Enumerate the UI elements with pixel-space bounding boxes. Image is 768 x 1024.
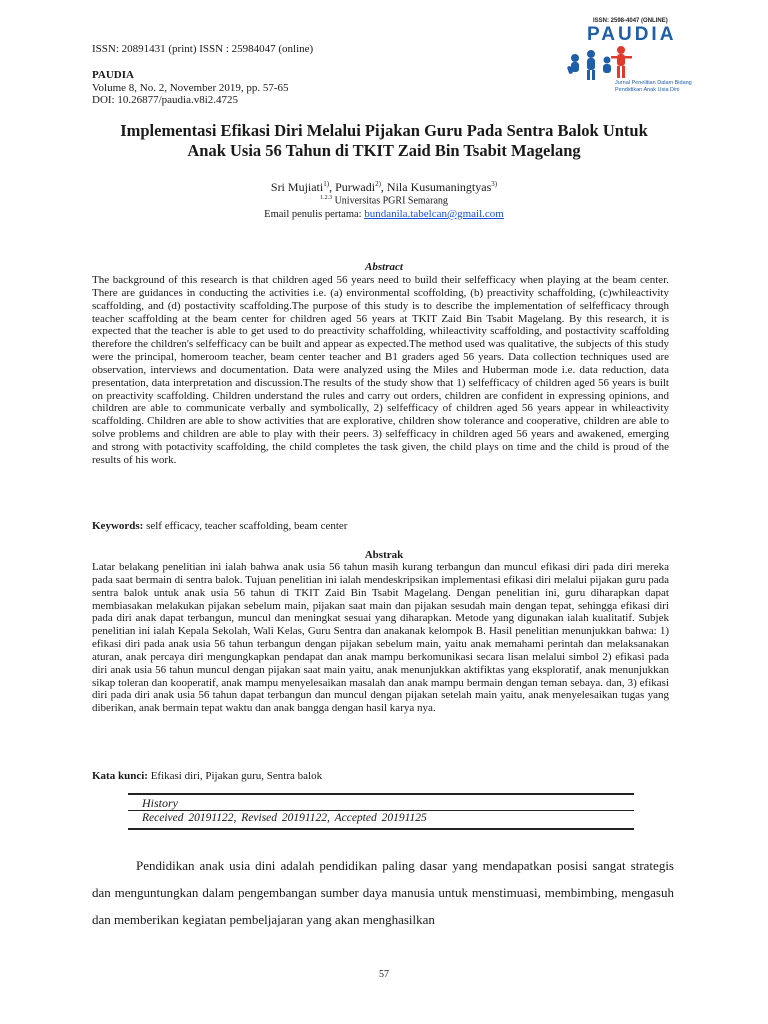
body-paragraph: Pendidikan anak usia dini adalah pendidikan paling dasar yang mendapatkan posisi sangat strategis dan menguntungkan dalam pengembangan sumber daya manusia untuk menstimuasi, membimbing, mengasuh dan memberikan kegiatan pembeljajaran yang akan menghasilkan <box>92 858 674 927</box>
author-1: Sri Mujiati <box>270 180 324 194</box>
logo-issn: ISSN: 2598-4047 (ONLINE) <box>593 18 668 24</box>
issn-line: ISSN: 20891431 (print) ISSN : 25984047 (online) <box>92 43 314 55</box>
paper-title: Implementasi Efikasi Diri Melalui Pijakan Guru Pada Sentra Balok Untuk Anak Usia 56 Tahun di TKIT Zaid Bin Tsabit Magelang <box>120 121 648 160</box>
history-rule-bottom <box>128 828 634 830</box>
author-2: , Purwadi <box>329 180 376 194</box>
abstract-heading: Abstract <box>365 261 403 273</box>
author-3: , Nila Kusumaningtyas <box>380 180 492 194</box>
history-dates: Received 20191122, Revised 20191122, Accepted 20191125 <box>142 812 427 824</box>
journal-name: PAUDIA <box>92 69 134 81</box>
doi-line: DOI: 10.26877/paudia.v8i2.4725 <box>92 94 239 106</box>
email-link[interactable]: bundanila.tabelcan@gmail.com <box>364 208 504 220</box>
affiliation: $^{1.2.3}$ Universitas PGRI Semarang <box>320 195 448 207</box>
page-number: 57 <box>379 969 389 980</box>
history-title: History <box>142 796 178 810</box>
volume-info: Volume 8, No. 2, November 2019, pp. 57-65 <box>92 82 289 94</box>
abstract-indonesian: Latar belakang penelitian ini ialah bahwa anak usia 56 tahun masih kurang terbangun dan muncul efikasi diri pada diri mereka pada saat bermain di sentra balok. Tujuan penelitian ini ialah mendeskripsikan implementasi efikasi diri melalui pijakan guru pada sentra balok untuk anak usia 56 tahun di TKIT Zaid Bin Tsabit Magelang. Dengan penelitian ini, guru diharapkan dapat membiasakan melakukan pijakan sebelum main, pijakan saat main dan pijakan sesudah main dengan tepat, sehingga efikasi diri pada diri anak dapat terbangun, muncul dan meningkat sesuai yang diharapkan. Metode yang digunakan ialah kualitatif. Subjek penelitian ini ialah Kepala Sekolah, Wali Kelas, Guru Sentra dan anakanak kelompok B. Hasil penelitian menunjukkan bahwa: 1) efikasi diri pada anak usia 56 tahun terbangun dengan pijakan sebelum main, yaitu anak memahami perintah dan melaksanakan aturan, anak percaya diri mengungkapkan pendapat dan anak mampu berkomunikasi secara lisan melalui simbol 2) efikasi pada diri anak usia 56 tahun muncul dengan pijakan saat main yaitu, anak menunjukkan aktifiktas yang eksploratif, anak menunjukkan sikap toleran dan kooperatif, anak mampu menyelesaikan masalah dan anak mampu bermain dengan teman sebaya. dan, 3) efikasi diri pada diri anak usia 56 tahun dapat terbangun dan muncul dengan pijakan setelah main yaitu, anak menyelesaikan tugas yang diberikan, anak bermain tepat waktu dan anak bangga dengan hasil karya nya. <box>92 561 669 715</box>
history-rule-middle <box>128 810 634 811</box>
kata-kunci: Kata kunci: Efikasi diri, Pijakan guru, Sentra balok <box>92 770 323 782</box>
logo-subtitle: Jurnal Penelitian Dalam Bidang Pendidikan Anak Usia Dini <box>615 80 692 93</box>
children-figures-icon <box>565 44 685 84</box>
history-rule-top <box>128 793 634 795</box>
logo-wordmark: PAUDIA <box>587 24 677 45</box>
author-email: Email penulis pertama: bundanila.tabelcan@gmail.com <box>264 208 504 220</box>
journal-logo <box>565 18 692 113</box>
abstract-english: The background of this research is that children aged 56 years need to build their selfefficacy when playing at the beam center. There are guidances in conducting the activities i.e. (a) environmental scoffolding, (b) preactivity schaffolding, (c)whileactivity scaffolding, and (d) postactivity scaffolding.The purpose of this study is to describe the implementation of selfefficacy through teacher scaffolding at the beam center for children aged 56 years at TKIT Zaid Bin Tsabit Magelang. By this research, it is expected that the teacher is able to get used to do preactivity schaffolding, whileactivity scaffolding, and postactivity scaffolding therefore the children's selfefficacy can be built and appear as expected.The method used was qualitative, the subjects of this study were the principal, homeroom teacher, beam center teacher and B1 graders aged 56 years. Data collection techniques used are observation, interviews and documentation. Data were analyzed using the Miles and Huberman mode i.e. data reduction, data presentation, data interpretation and discussion.The results of the study show that 1) selfefficacy of children aged 56 years is built on preactivity scaffolding. Children understand the rules and carry out orders, children are confident in expressing opinions, and children are able to communicate verbally and symbolically, 2) selfefficacy of children aged 56 years appear in whileactivity scaffolding. Children are able to show activities that are explorative, children show tolerance and cooperative, children are able to solve problems and children are able to play with their peers. 3) selfefficacy in children aged 56 years and awakened, emerging and strong with potactivity scaffolding, the child completes the task given, the child plays on time and the child is proud of the results of his work. <box>92 274 669 466</box>
author-list: Sri Mujiati$^{1)}$, Purwadi$^{2)}$, Nila Kusumaningtyas$^{3)}$ <box>270 180 498 194</box>
keywords: Keywords: self efficacy, teacher scaffolding, beam center <box>92 520 348 532</box>
abstrak-heading: Abstrak <box>364 549 404 561</box>
